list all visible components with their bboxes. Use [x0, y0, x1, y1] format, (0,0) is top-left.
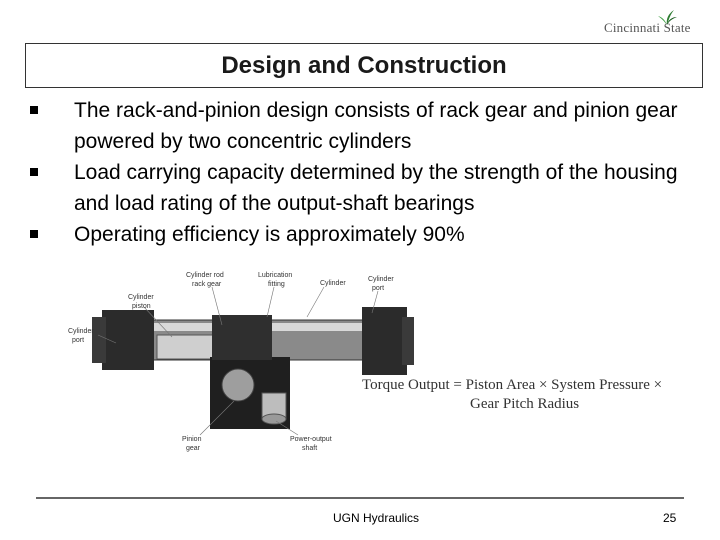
bullet-text: Operating efficiency is approximately 90% [74, 223, 465, 246]
formula-line-1: Torque Output = Piston Area × System Pressure × [362, 377, 663, 393]
bullet-item [28, 157, 698, 219]
bullet-text: Load carrying capacity determined by the strength of the housing and load rating of the output-shaft bearings [74, 161, 678, 215]
rack-and-pinion-actuator-illustration [62, 265, 422, 465]
bullet-item [28, 95, 698, 157]
logo-text: Cincinnati State [604, 20, 691, 35]
callout-port-left: port [72, 337, 85, 344]
callout-cylinder-port-left: Cylinder [68, 328, 94, 335]
bullet-marker [30, 230, 38, 238]
footer-divider [36, 497, 684, 499]
callout-cylinder-port-right: Cylinder [368, 276, 394, 283]
slide-title: Design and Construction [221, 51, 507, 79]
torque-formula [362, 376, 682, 414]
formula-line-2: Gear Pitch Radius [470, 396, 580, 412]
bullet-text: The rack-and-pinion design consists of rack gear and pinion gear powered by two concentric cylinders [74, 99, 678, 153]
page-number: 25 [663, 511, 677, 525]
cincinnati-state-logo [604, 8, 712, 38]
callout-cylinder-piston: Cylinder [128, 294, 154, 301]
callout-lubrication: Lubrication [258, 272, 293, 279]
callout-port-right: port [372, 285, 385, 292]
callout-fitting: fitting [268, 281, 285, 288]
bullet-list [28, 95, 698, 250]
bullet-item [28, 219, 698, 250]
callout-rack-gear: rack gear [192, 281, 222, 288]
callout-pinion: Pinion [182, 436, 202, 443]
callout-gear: gear [186, 445, 201, 452]
callout-piston: piston [132, 303, 151, 310]
footer-course-name: UGN Hydraulics [333, 511, 420, 525]
title-box [25, 43, 703, 88]
callout-power-output: Power-output [290, 436, 332, 443]
callout-cylinder-rod: Cylinder rod [186, 272, 224, 279]
bullet-marker [30, 106, 38, 114]
callout-cylinder: Cylinder [320, 280, 346, 287]
bullet-marker [30, 168, 38, 176]
callout-shaft: shaft [302, 445, 318, 452]
